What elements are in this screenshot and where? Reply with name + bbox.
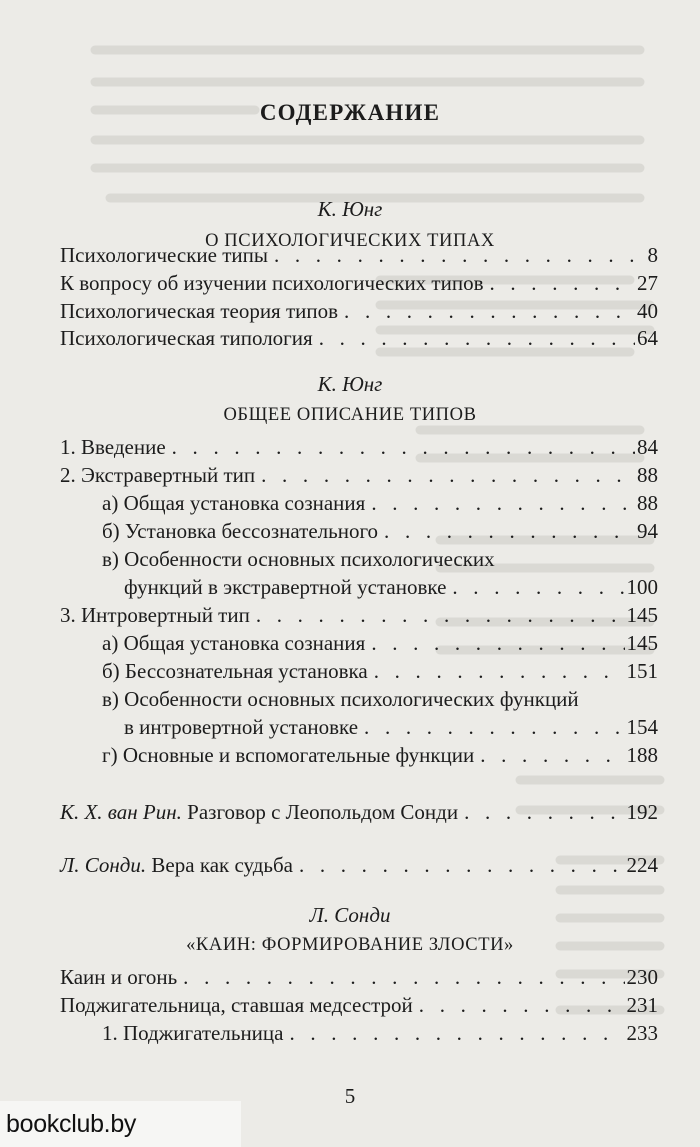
- toc-entry-label: 1. Поджигательница: [102, 1021, 284, 1045]
- dot-leader: [183, 962, 624, 992]
- toc-entry-page: 8: [647, 243, 658, 267]
- section-author: К. Юнг: [317, 372, 383, 396]
- toc-subentry[interactable]: [102, 488, 658, 518]
- toc-entry-label: 2. Экстравертный тип: [60, 463, 256, 487]
- dot-leader: [374, 656, 625, 686]
- dot-leader: [299, 850, 625, 880]
- dot-leader: [172, 432, 635, 462]
- toc-entry-page: 145: [626, 631, 658, 655]
- toc-entry-author: К. Х. ван Рин.: [60, 800, 182, 824]
- toc-entry-label: Каин и огонь: [60, 965, 178, 989]
- toc-entry[interactable]: [60, 850, 658, 880]
- dot-leader: [384, 516, 635, 546]
- toc-entry[interactable]: [60, 323, 658, 353]
- toc-entry-label: а) Общая установка сознания: [102, 491, 366, 515]
- toc-entry[interactable]: [60, 240, 658, 270]
- toc-subentry[interactable]: [124, 712, 658, 742]
- page-title: СОДЕРЖАНИЕ: [259, 100, 441, 125]
- toc-entry-title: Разговор с Леопольдом Сонди: [187, 800, 459, 824]
- toc-subentry[interactable]: [102, 656, 658, 686]
- section-heading: «КАИН: ФОРМИРОВАНИЕ ЗЛОСТИ»: [186, 935, 514, 955]
- dot-leader: [464, 797, 624, 827]
- toc-subentry[interactable]: [102, 1018, 658, 1048]
- toc-entry-label: а) Общая установка сознания: [102, 631, 366, 655]
- toc-entry-page: 188: [626, 743, 658, 767]
- toc-entry-page: 145: [626, 603, 658, 627]
- toc-entry-label: [60, 797, 458, 827]
- dot-leader: [289, 1018, 624, 1048]
- toc-entry-label: 1. Введение: [60, 435, 166, 459]
- toc-entry-page: 64: [637, 326, 658, 350]
- toc-entry[interactable]: [60, 432, 658, 462]
- toc-entry-page: 230: [626, 965, 658, 989]
- toc-entry-page: 40: [637, 299, 658, 323]
- toc-subentry[interactable]: [124, 572, 658, 602]
- toc-entry-page: 192: [626, 800, 658, 824]
- toc-entry-page: 94: [637, 519, 658, 543]
- toc-entry-page: 100: [626, 575, 658, 599]
- section-heading: ОБЩЕЕ ОПИСАНИЕ ТИПОВ: [223, 405, 477, 425]
- dot-leader: [490, 268, 636, 298]
- dot-leader: [344, 296, 635, 326]
- toc-subentry[interactable]: [102, 628, 658, 658]
- toc-entry-page: 154: [626, 715, 658, 739]
- dot-leader: [371, 488, 635, 518]
- toc-entry-page: 84: [637, 435, 658, 459]
- toc-subentry-first-line: в) Особенности основных психологических: [102, 547, 495, 571]
- toc-subentry-first-line: в) Особенности основных психологических функций: [102, 687, 579, 711]
- toc-entry-page: 88: [637, 463, 658, 487]
- toc-entry-page: 27: [637, 271, 658, 295]
- toc-entry-label: К вопросу об изучении психологических типов: [60, 271, 484, 295]
- toc-entry[interactable]: [60, 990, 658, 1020]
- dot-leader: [480, 740, 624, 770]
- toc-entry-page: 151: [626, 659, 658, 683]
- toc-entry-page: 233: [626, 1021, 658, 1045]
- toc-entry-label: Психологическая теория типов: [60, 299, 339, 323]
- toc-entry[interactable]: [60, 460, 658, 490]
- toc-entry-label: б) Бессознательная установка: [102, 659, 368, 683]
- toc-entry-page: 231: [626, 993, 658, 1017]
- toc-entry-label: 3. Интровертный тип: [60, 603, 250, 627]
- section-author: Л. Сонди: [309, 903, 391, 927]
- dot-leader: [364, 712, 624, 742]
- dot-leader: [319, 323, 635, 353]
- toc-entry[interactable]: [60, 797, 658, 827]
- toc-subentry[interactable]: [102, 516, 658, 546]
- page-number: 5: [344, 1084, 356, 1108]
- dot-leader: [256, 600, 625, 630]
- dot-leader: [371, 628, 624, 658]
- toc-entry[interactable]: [60, 600, 658, 630]
- dot-leader: [452, 572, 624, 602]
- toc-entry[interactable]: [60, 962, 658, 992]
- toc-entry[interactable]: [60, 268, 658, 298]
- toc-entry-author: Л. Сонди.: [60, 853, 147, 877]
- dot-leader: [419, 990, 625, 1020]
- toc-entry[interactable]: [60, 296, 658, 326]
- section-heading: О ПСИХОЛОГИЧЕСКИХ ТИПАХ: [205, 231, 495, 251]
- toc-entry-label: в интровертной установке: [124, 715, 359, 739]
- dot-leader: [274, 240, 646, 270]
- toc-entry-label: Психологические типы: [60, 243, 268, 267]
- toc-entry-label: Психологическая типология: [60, 326, 313, 350]
- toc-entry-label: [60, 850, 293, 880]
- dot-leader: [261, 460, 635, 490]
- watermark-logo: bookclub.by: [0, 1101, 241, 1147]
- toc-entry-page: 88: [637, 491, 658, 515]
- toc-entry-label: Поджигательница, ставшая медсестрой: [60, 993, 413, 1017]
- section-author: К. Юнг: [317, 197, 383, 221]
- toc-entry-title: Вера как судьба: [151, 853, 293, 877]
- toc-entry-label: функций в экстравертной установке: [124, 575, 447, 599]
- toc-entry-label: г) Основные и вспомогательные функции: [102, 743, 475, 767]
- toc-subentry[interactable]: [102, 740, 658, 770]
- toc-entry-page: 224: [626, 853, 658, 877]
- toc-entry-label: б) Установка бессознательного: [102, 519, 379, 543]
